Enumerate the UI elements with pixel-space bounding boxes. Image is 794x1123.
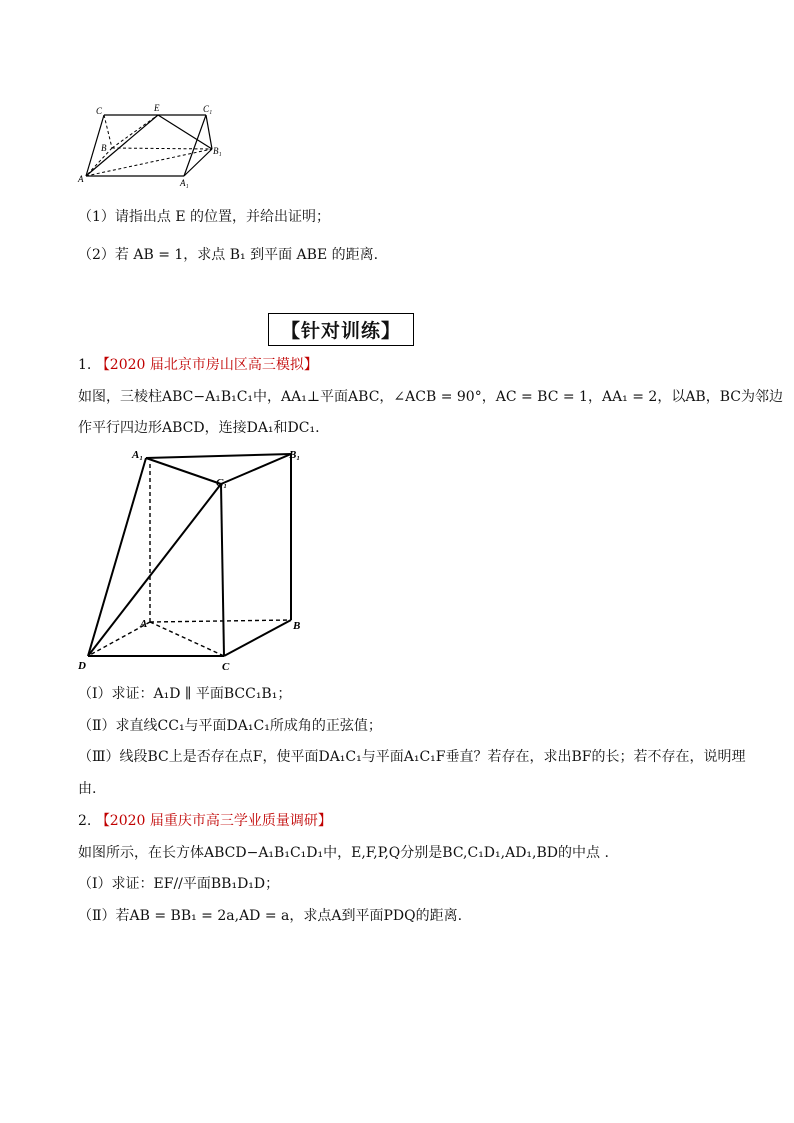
problem-1-question-3-cont: 由. bbox=[78, 781, 97, 797]
figure-prism-2 bbox=[78, 444, 318, 674]
problem-2-text-1: 如图所示，在长方体ABCD−A₁B₁C₁D₁中，E,F,P,Q分别是BC,C₁D₁,AD₁,BD的中点 . bbox=[78, 845, 609, 861]
problem-1-text-1: 如图，三棱柱ABC−A₁B₁C₁中，AA₁⊥平面ABC，∠ACB = 90°，AC = BC = 1，AA₁ = 2，以AB，BC为邻边 bbox=[78, 389, 783, 405]
prev-question-1: （1）请指出点 E 的位置，并给出证明； bbox=[78, 209, 331, 225]
fig2-label-A: A bbox=[140, 618, 148, 630]
section-title: 【针对训练】 bbox=[268, 313, 414, 346]
problem-1-question-3: （Ⅲ）线段BC上是否存在点F，使平面DA₁C₁与平面A₁C₁F垂直？若存在，求出BF的长；若不存在，说明理 bbox=[78, 749, 746, 765]
fig2-label-B1: B₁ bbox=[289, 449, 301, 461]
problem-2-header bbox=[78, 811, 332, 831]
problem-1-text-2: 作平行四边形ABCD，连接DA₁和DC₁. bbox=[78, 420, 320, 436]
prev-question-2: （2）若 AB = 1，求点 B₁ 到平面 ABE 的距离. bbox=[78, 247, 379, 263]
fig2-label-D: D bbox=[78, 660, 86, 672]
fig1-label-C1: C₁ bbox=[203, 104, 213, 114]
fig1-label-B1: B₁ bbox=[213, 146, 222, 156]
fig1-label-C: C bbox=[96, 106, 103, 116]
fig2-label-B: B bbox=[293, 620, 301, 632]
problem-2-source: 【2020 届重庆市高三学业质量调研】 bbox=[95, 813, 332, 829]
fig2-label-C: C bbox=[222, 661, 230, 673]
problem-1-source: 【2020 届北京市房山区高三模拟】 bbox=[95, 357, 318, 373]
fig2-label-C1: C₁ bbox=[216, 477, 228, 489]
problem-2-question-2: （Ⅱ）若AB = BB₁ = 2a,AD = a，求点A到平面PDQ的距离. bbox=[78, 908, 463, 924]
problem-1-question-2: （Ⅱ）求直线CC₁与平面DA₁C₁所成角的正弦值； bbox=[78, 718, 382, 734]
problem-2-number: 2. bbox=[78, 813, 92, 829]
problem-1-number: 1. bbox=[78, 357, 92, 373]
fig1-label-E: E bbox=[154, 103, 160, 113]
problem-2-question-1: （Ⅰ）求证：EF//平面BB₁D₁D； bbox=[78, 876, 280, 892]
fig1-label-A1: A₁ bbox=[180, 178, 189, 188]
fig1-label-A: A bbox=[78, 174, 84, 184]
problem-1-header bbox=[78, 355, 318, 375]
problem-1-question-1: （Ⅰ）求证：A₁D ∥ 平面BCC₁B₁； bbox=[78, 686, 292, 702]
fig1-label-B: B bbox=[101, 143, 107, 153]
figure-prism-1 bbox=[76, 100, 226, 190]
fig2-label-A1: A₁ bbox=[132, 449, 144, 461]
